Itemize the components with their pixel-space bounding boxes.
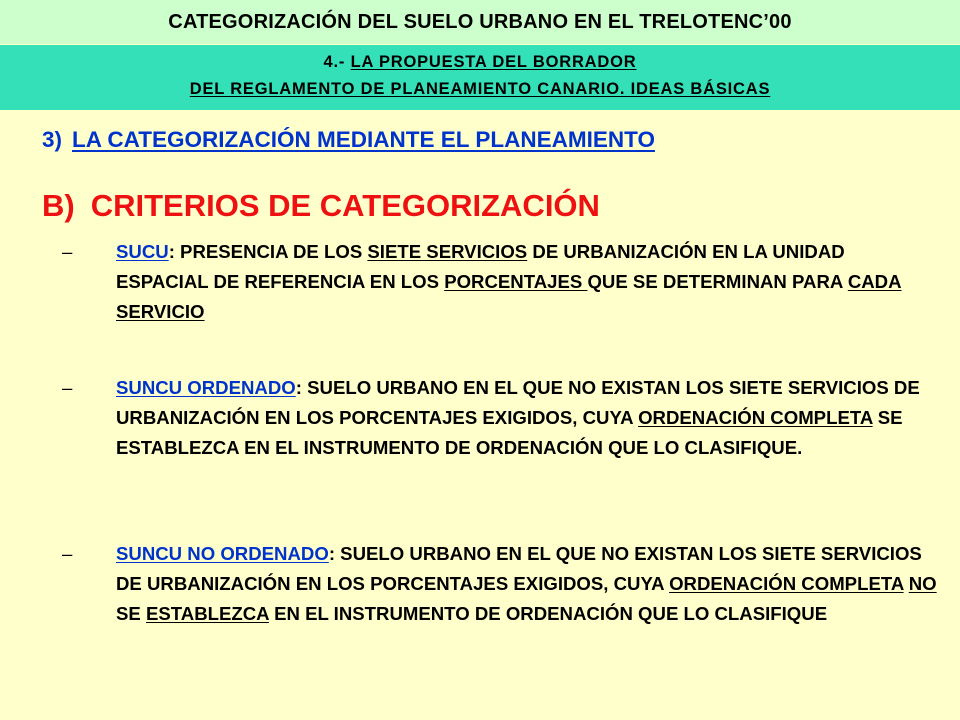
heading-title: CRITERIOS DE CATEGORIZACIÓN (90, 188, 600, 223)
list-item-text (116, 237, 942, 327)
text-segment: SE ESTABLEZCA EN EL INSTRUMENTO DE ORDENACIÓN QUE LO CLASIFIQUE. (116, 407, 903, 458)
text-segment: : PRESENCIA DE LOS (168, 241, 368, 262)
text-segment-underlined: ESTABLEZCA (145, 603, 269, 624)
text-segment-underlined: SIETE SERVICIOS (367, 241, 528, 262)
text-segment: DE URBANIZACIÓN EN LA UNIDAD ESPACIAL DE REFERENCIA EN LOS (116, 241, 845, 292)
list-item-suncu-no-ordenado (62, 539, 942, 629)
list-item-text (116, 539, 942, 629)
subtitle-bar (0, 45, 960, 110)
text-segment: QUE SE DETERMINAN PARA (587, 271, 848, 292)
subtitle-line-2 (0, 76, 960, 103)
subtitle-text-2: DEL REGLAMENTO DE PLANEAMIENTO CANARIO. IDEAS BÁSICAS (189, 80, 771, 98)
bullet-dash: – (62, 377, 73, 398)
subtitle-prefix: 4.- (323, 53, 351, 71)
bullet-dash: – (62, 543, 73, 564)
text-segment-underlined: ORDENACIÓN COMPLETA (638, 407, 873, 428)
text-segment: : SUELO URBANO EN EL QUE NO EXISTAN LOS SIETE SERVICIOS DE URBANIZACIÓN EN LOS PORCENTAJES EXIGIDOS, CUYA (116, 377, 920, 428)
criteria-heading (42, 188, 600, 224)
text-segment: SE (116, 603, 146, 624)
list-item-suncu-ordenado (62, 373, 942, 463)
subtitle-line-1 (0, 49, 960, 76)
text-segment-underlined: PORCENTAJES (444, 271, 588, 292)
term-link-suncu-ordenado[interactable]: SUNCU ORDENADO (116, 377, 296, 398)
slide-title: CATEGORIZACIÓN DEL SUELO URBANO EN EL TRELOTENC’00 (168, 10, 792, 33)
list-item-sucu (62, 237, 942, 327)
text-segment-underlined: CADA SERVICIO (116, 271, 902, 322)
text-segment: : SUELO URBANO EN EL QUE NO EXISTAN LOS SIETE SERVICIOS DE URBANIZACIÓN EN LOS PORCENTAJES EXIGIDOS, CUYA (116, 543, 922, 594)
section-number: 3) (42, 127, 63, 152)
text-segment-underlined: NO (908, 573, 937, 594)
section-title-link[interactable]: LA CATEGORIZACIÓN MEDIANTE EL PLANEAMIENTO (72, 127, 655, 152)
term-link-suncu-no-ordenado[interactable]: SUNCU NO ORDENADO (116, 543, 329, 564)
bullet-dash: – (62, 241, 73, 262)
term-link-sucu[interactable]: SUCU (116, 241, 169, 262)
title-bar (0, 0, 960, 44)
subtitle-text-1: LA PROPUESTA DEL BORRADOR (350, 53, 637, 71)
section-heading (42, 127, 655, 153)
text-segment: EN EL INSTRUMENTO DE ORDENACIÓN QUE LO CLASIFIQUE (268, 603, 828, 624)
list-item-text (116, 373, 942, 463)
heading-letter: B) (42, 188, 75, 223)
text-segment-underlined: ORDENACIÓN COMPLETA (669, 573, 904, 594)
